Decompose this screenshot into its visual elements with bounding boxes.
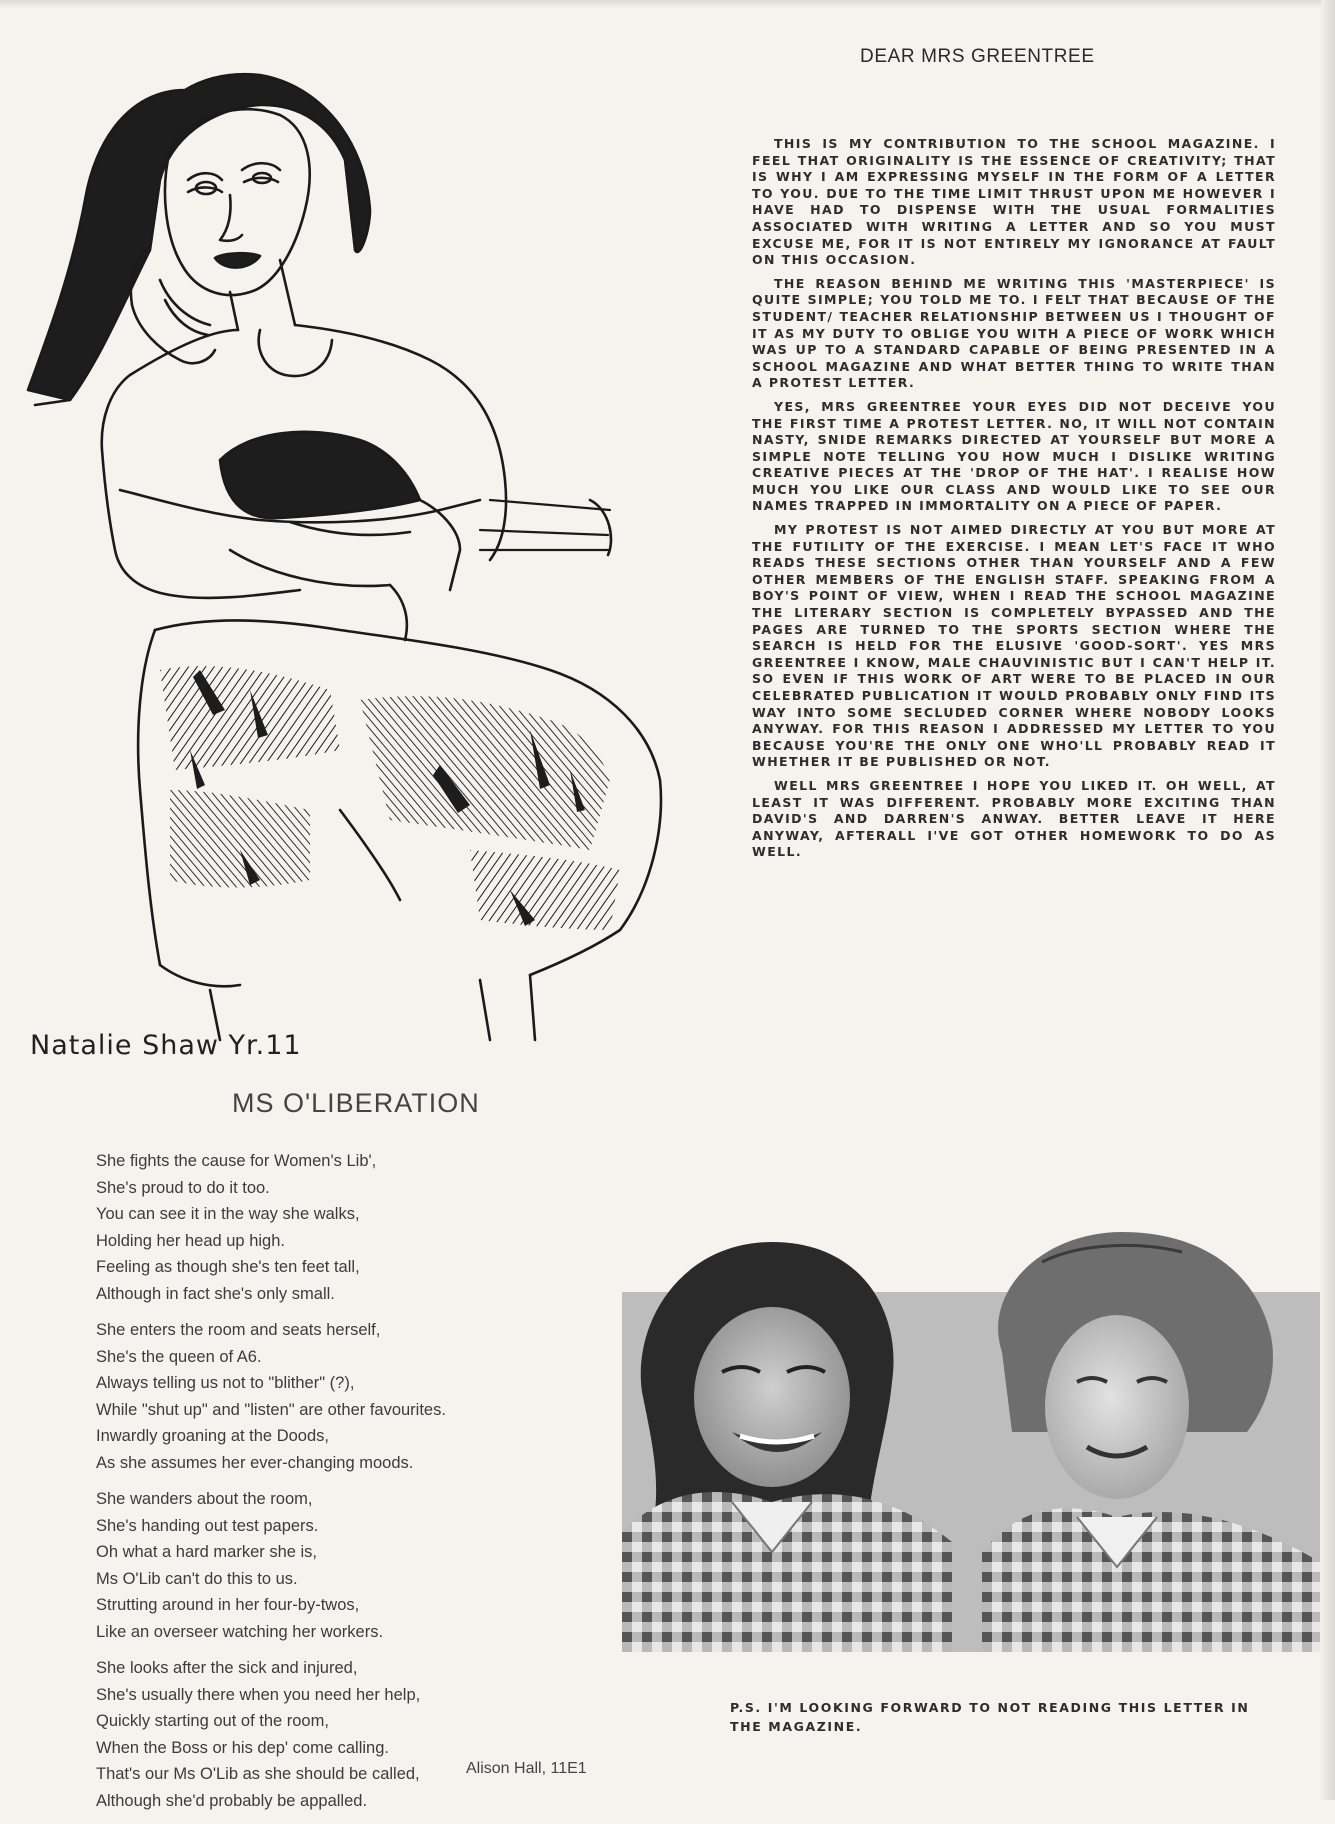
letter-paragraph: THIS IS MY CONTRIBUTION TO THE SCHOOL MAGAZINE. I FEEL THAT ORIGINALITY IS THE ESSENCE OF CREATIVITY; THAT IS WHY I AM EXPRESSING MYSELF IN THE FORM OF A LETTER TO YOU. DUE TO THE TIME LIMIT THRUST UPON ME HOWEVER I HAVE HAD TO DISPENSE WITH THE USUAL FORMALITIES ASSOCIATED WITH WRITING A LETTER AND SO YOU MUST EXCUSE ME, FOR IT IS NOT ENTIRELY MY IGNORANCE AT FAULT ON THIS OCCASION. <box>752 136 1276 268</box>
page-binding-edge <box>1321 0 1335 1800</box>
poem-stanza <box>96 1317 616 1476</box>
letter-paragraph: THE REASON BEHIND ME WRITING THIS 'MASTERPIECE' IS QUITE SIMPLE; YOU TOLD ME TO. I FELT THAT BECAUSE OF THE STUDENT/ TEACHER RELATIONSHIP BETWEEN US I THOUGHT OF IT AS MY DUTY TO OBLIGE YOU WITH A PIECE OF WORK WHICH WAS UP TO A STANDARD CAPABLE OF BEING PRESENTED IN A SCHOOL MAGAZINE AND WHAT BETTER THING TO WRITE THAN A PROTEST LETTER. <box>752 275 1276 391</box>
poem-stanza <box>96 1655 616 1814</box>
poem-line: She's proud to do it too. <box>96 1178 270 1197</box>
poem-line: She's handing out test papers. <box>96 1516 319 1535</box>
letter-paragraph: YES, MRS GREENTREE YOUR EYES DID NOT DECEIVE YOU THE FIRST TIME A PROTEST LETTER. NO, IT WILL NOT CONTAIN NASTY, SNIDE REMARKS DIRECTED AT YOURSELF BUT MORE A SIMPLE NOTE TELLING YOU HOW MUCH I DISLIKE WRITING CREATIVE PIECES AT THE 'DROP OF THE HAT'. I REALISE HOW MUCH YOU LIKE OUR CLASS AND WOULD LIKE TO SEE OUR NAMES TRAPPED IN IMMORTALITY ON A PIECE OF PAPER. <box>752 398 1276 514</box>
pen-drawing-icon <box>10 30 750 1070</box>
poem-title: MS O'LIBERATION <box>232 1088 480 1118</box>
poem-line: Quickly starting out of the room, <box>96 1712 329 1730</box>
photo-icon <box>622 1232 1320 1652</box>
postscript: P.S. I'M LOOKING FORWARD TO NOT READING THIS LETTER IN THE MAGAZINE. <box>730 1700 1250 1734</box>
poem-line: Like an overseer watching her workers. <box>96 1622 384 1641</box>
poem-line: Although in fact she's only small. <box>96 1284 335 1303</box>
poem-stanza <box>96 1486 616 1645</box>
poem-line: You can see it in the way she walks, <box>96 1205 360 1223</box>
letter-paragraph: WELL MRS GREENTREE I HOPE YOU LIKED IT. OH WELL, AT LEAST IT WAS DIFFERENT. PROBABLY MORE EXCITING THAN DAVID'S AND DARREN'S ANWAY. BETTER LEAVE IT HERE ANYWAY, AFTERALL I'VE GOT OTHER HOMEWORK TO DO AS WELL. <box>752 777 1276 860</box>
poem-line: While "shut up" and "listen" are other favourites. <box>96 1400 446 1419</box>
poem-line: As she assumes her ever-changing moods. <box>96 1453 414 1472</box>
letter-heading: DEAR MRS GREENTREE <box>860 46 1095 67</box>
poem-line: Inwardly groaning at the Doods, <box>96 1427 329 1445</box>
poem-body <box>96 1148 616 1824</box>
poem-line: Holding her head up high. <box>96 1231 285 1250</box>
artist-signature: Natalie Shaw Yr.11 <box>30 1030 302 1061</box>
poem-line: Strutting around in her four-by-twos, <box>96 1596 360 1614</box>
poem-line: She looks after the sick and injured, <box>96 1659 358 1677</box>
poem-line: She's usually there when you need her help, <box>96 1685 421 1704</box>
poem-stanza <box>96 1148 616 1307</box>
poem-line: Feeling as though she's ten feet tall, <box>96 1258 360 1276</box>
letter-paragraph: MY PROTEST IS NOT AIMED DIRECTLY AT YOU BUT MORE AT THE FUTILITY OF THE EXERCISE. I MEAN LET'S FACE IT WHO READS THESE SECTIONS OTHER THAN YOURSELF AND A FEW OTHER MEMBERS OF THE ENGLISH STAFF. SPEAKING FROM A BOY'S POINT OF VIEW, WHEN I READ THE SCHOOL MAGAZINE THE LITERARY SECTION IS COMPLETELY BYPASSED AND THE PAGES ARE TURNED TO THE SPORTS SECTION WHERE THE SEARCH IS HELD FOR THE ELUSIVE 'GOOD-SORT'. YES MRS GREENTREE I KNOW, MALE CHAUVINISTIC BUT I CAN'T HELP IT. SO EVEN IF THIS WORK OF ART WERE TO BE PLACED IN OUR CELEBRATED PUBLICATION IT WOULD PROBABLY ONLY FIND ITS WAY INTO SOME SECLUDED CORNER WHERE NOBODY LOOKS ANYWAY. FOR THIS REASON I ADDRESSED MY LETTER TO YOU BECAUSE YOU'RE THE ONLY ONE WHO'LL PROBABLY READ IT WHETHER IT BE PUBLISHED OR NOT. <box>752 522 1276 770</box>
poem-line: Always telling us not to "blither" (?), <box>96 1374 355 1392</box>
poem-line: Although she'd probably be appalled. <box>96 1791 368 1810</box>
poem-author: Alison Hall, 11E1 <box>466 1760 587 1777</box>
poem-line: She enters the room and seats herself, <box>96 1321 381 1339</box>
poem-line: She fights the cause for Women's Lib', <box>96 1152 377 1170</box>
poem-line: When the Boss or his dep' come calling. <box>96 1738 389 1757</box>
poem-line: Ms O'Lib can't do this to us. <box>96 1569 298 1588</box>
page-top-edge <box>0 0 1335 8</box>
poem-line: She's the queen of A6. <box>96 1347 262 1366</box>
poem-line: She wanders about the room, <box>96 1490 313 1508</box>
poem-line: That's our Ms O'Lib as she should be called, <box>96 1765 420 1783</box>
poem-line: Oh what a hard marker she is, <box>96 1543 318 1561</box>
letter-body <box>752 136 1276 868</box>
